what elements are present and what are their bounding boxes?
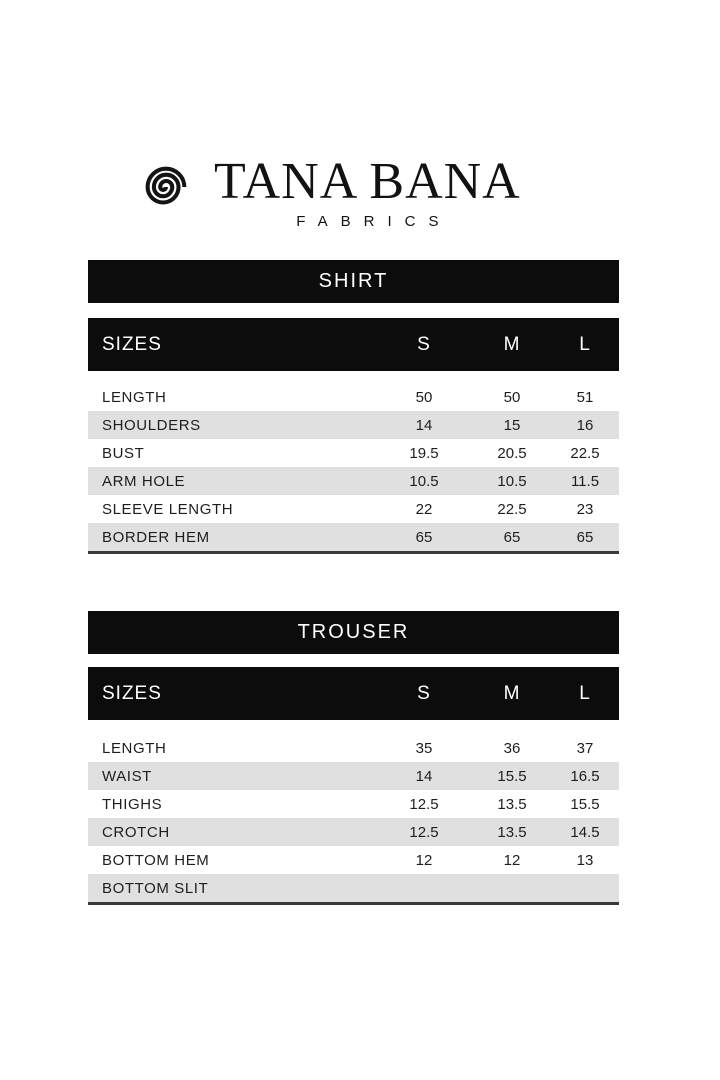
- row-value: 13.5: [497, 823, 527, 841]
- row-value: 14.5: [570, 823, 600, 841]
- row-value: 22.5: [497, 500, 527, 518]
- row-label: WAIST: [102, 767, 152, 785]
- table-row: [88, 762, 619, 790]
- trouser-title-bar: [88, 611, 619, 654]
- size-column-s: S: [417, 333, 431, 355]
- table-row: [88, 383, 619, 411]
- row-label: ARM HOLE: [102, 472, 186, 490]
- row-value: 15.5: [497, 767, 527, 785]
- shirt-title: SHIRT: [318, 270, 389, 292]
- shirt-table-rows: [88, 383, 619, 554]
- table-row: [88, 523, 619, 551]
- shirt-sizes-header: [88, 318, 619, 371]
- brand-name: TANA BANA: [214, 153, 521, 210]
- row-label: BOTTOM SLIT: [102, 879, 209, 897]
- shirt-title-bar: [88, 260, 619, 303]
- row-value: 65: [503, 528, 521, 546]
- shirt-section: [88, 260, 619, 554]
- sizes-label: SIZES: [102, 333, 162, 355]
- size-column-l: L: [579, 333, 591, 355]
- trouser-table-rows: [88, 734, 619, 905]
- row-value: 22: [415, 500, 433, 518]
- table-row: [88, 846, 619, 874]
- table-row: [88, 467, 619, 495]
- row-value: 23: [576, 500, 594, 518]
- row-label: LENGTH: [102, 388, 167, 406]
- size-column-l: L: [579, 682, 591, 704]
- row-value: 19.5: [409, 444, 439, 462]
- size-column-s: S: [417, 682, 431, 704]
- row-value: 50: [415, 388, 433, 406]
- row-value: 15: [503, 416, 521, 434]
- row-value: 35: [415, 739, 433, 757]
- row-value: 11.5: [570, 472, 600, 490]
- table-row: [88, 818, 619, 846]
- brand-subtitle: FABRICS: [296, 213, 452, 230]
- row-value: 12.5: [409, 795, 439, 813]
- row-value: 13.5: [497, 795, 527, 813]
- brand-logo: [136, 153, 619, 230]
- row-value: 14: [415, 767, 433, 785]
- row-value: 10.5: [409, 472, 439, 490]
- row-label: CROTCH: [102, 823, 170, 841]
- row-value: 20.5: [497, 444, 527, 462]
- size-column-m: M: [503, 682, 521, 704]
- row-value: 12: [415, 851, 433, 869]
- table-row: [88, 734, 619, 762]
- trouser-title: TROUSER: [297, 621, 410, 643]
- row-value: 15.5: [570, 795, 600, 813]
- trouser-sizes-header: [88, 667, 619, 720]
- row-value: 13: [576, 851, 594, 869]
- table-row: [88, 411, 619, 439]
- row-label: BUST: [102, 444, 145, 462]
- row-value: 37: [576, 739, 594, 757]
- row-value: 14: [415, 416, 433, 434]
- row-label: BOTTOM HEM: [102, 851, 210, 869]
- row-label: THIGHS: [102, 795, 163, 813]
- row-value: 12.5: [409, 823, 439, 841]
- size-chart-content: [88, 153, 619, 905]
- table-row: [88, 874, 619, 902]
- table-row: [88, 439, 619, 467]
- row-value: 22.5: [570, 444, 600, 462]
- row-value: 65: [576, 528, 594, 546]
- row-value: 36: [503, 739, 521, 757]
- row-label: LENGTH: [102, 739, 167, 757]
- spiral-logo-icon: [136, 158, 194, 218]
- trouser-section: [88, 611, 619, 905]
- row-value: 50: [503, 388, 521, 406]
- size-column-m: M: [503, 333, 521, 355]
- row-label: SLEEVE LENGTH: [102, 500, 234, 518]
- table-row: [88, 790, 619, 818]
- row-value: 65: [415, 528, 433, 546]
- brand-wordmark: [214, 153, 521, 230]
- row-label: SHOULDERS: [102, 416, 201, 434]
- row-value: 16.5: [570, 767, 600, 785]
- row-value: 12: [503, 851, 521, 869]
- size-chart-page: [0, 153, 720, 1080]
- row-label: BORDER HEM: [102, 528, 210, 546]
- row-value: 16: [576, 416, 594, 434]
- table-row: [88, 495, 619, 523]
- row-value: 51: [576, 388, 594, 406]
- row-value: 10.5: [497, 472, 527, 490]
- sizes-label: SIZES: [102, 682, 162, 704]
